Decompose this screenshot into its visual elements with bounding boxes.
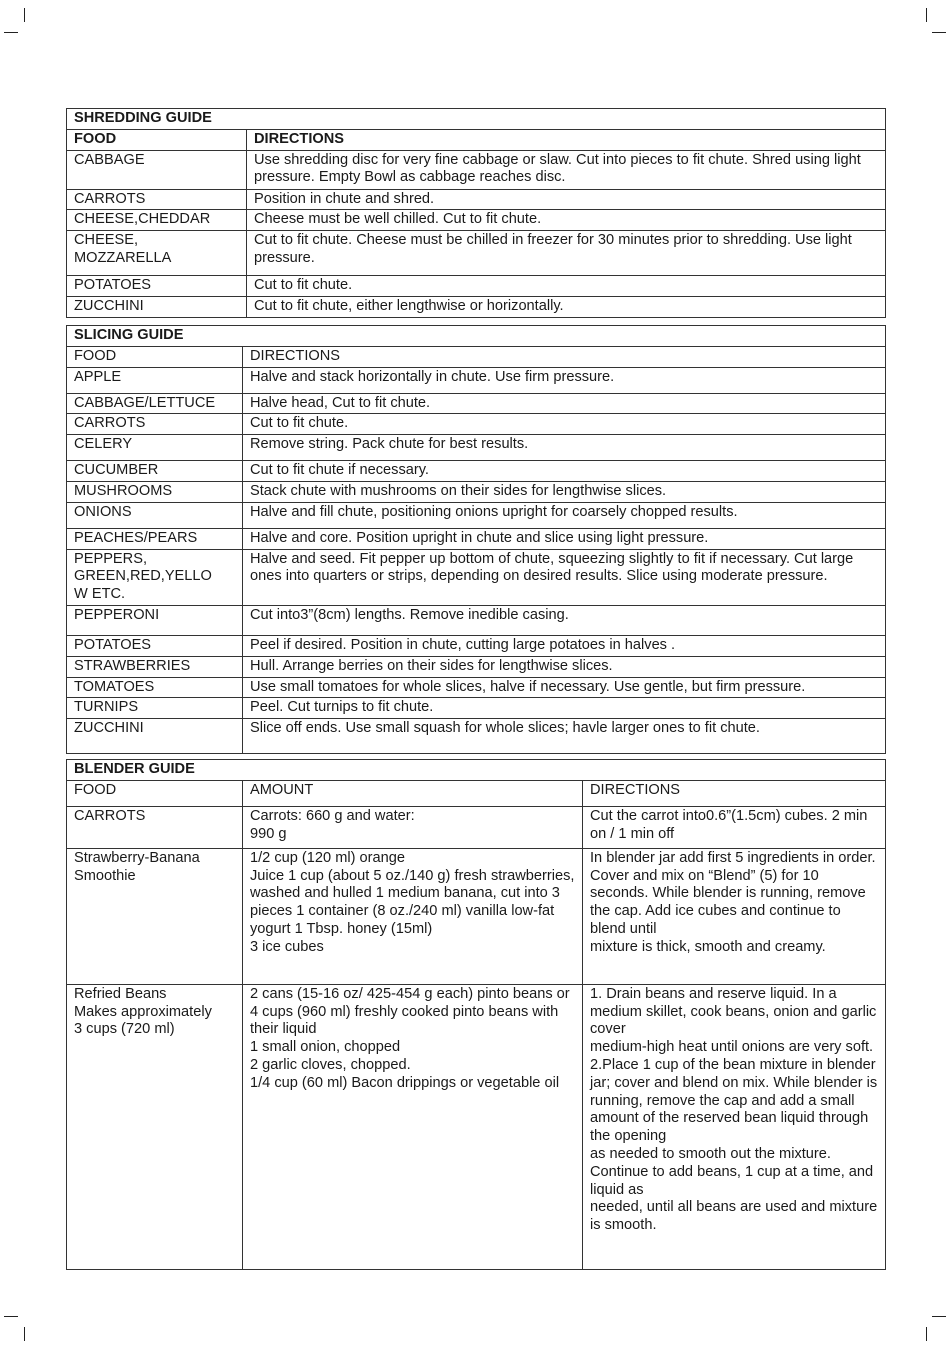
amount-cell: 1/2 cup (120 ml) orange Juice 1 cup (about 5 oz./140 g) fresh strawberries, washed and hulled 1 medium banana, cut into 3 pieces 1 container (8 oz./240 ml) vanilla low-fat yogurt 1 Tbsp. honey (15ml) 3 ice cubes bbox=[243, 848, 583, 984]
food-cell: PEACHES/PEARS bbox=[67, 528, 243, 549]
food-cell: CHEESE, MOZZARELLA bbox=[67, 231, 247, 276]
directions-cell: Remove string. Pack chute for best results. bbox=[243, 435, 886, 461]
directions-cell: Halve and seed. Fit pepper up bottom of chute, squeezing slightly to fit if necessary. Cut large ones into quarters or strips, depending on desired results. Slice using moderate pressure. bbox=[243, 549, 886, 605]
crop-mark bbox=[932, 32, 946, 33]
column-header-directions: DIRECTIONS bbox=[583, 780, 886, 806]
food-cell: CARROTS bbox=[67, 189, 247, 210]
column-header-food: FOOD bbox=[67, 346, 243, 367]
directions-cell: 1. Drain beans and reserve liquid. In a medium skillet, cook beans, onion and garlic cover medium-high heat until onions are very soft. 2.Place 1 cup of the bean mixture in blender jar; cover and blend on mix. While blender is running, remove the cap and add a small amount of the reserved bean liquid through the opening as needed to smooth out the mixture. Continue to add beans, 1 cup at a time, and liquid as needed, until all beans are used and mixture is smooth. bbox=[583, 984, 886, 1269]
food-cell: TURNIPS bbox=[67, 698, 243, 719]
directions-cell: Slice off ends. Use small squash for whole slices; havle larger ones to fit chute. bbox=[243, 719, 886, 754]
slicing-guide-table bbox=[66, 325, 886, 754]
food-cell: ZUCCHINI bbox=[67, 297, 247, 318]
food-cell: CELERY bbox=[67, 435, 243, 461]
directions-cell: Cheese must be well chilled. Cut to fit chute. bbox=[247, 210, 886, 231]
column-header-directions: DIRECTIONS bbox=[243, 346, 886, 367]
directions-cell: Peel. Cut turnips to fit chute. bbox=[243, 698, 886, 719]
directions-cell: Use small tomatoes for whole slices, halve if necessary. Use gentle, but firm pressure. bbox=[243, 677, 886, 698]
food-cell: POTATOES bbox=[67, 276, 247, 297]
directions-cell: Halve and fill chute, positioning onions upright for coarsely chopped results. bbox=[243, 502, 886, 528]
directions-cell: Cut into3”(8cm) lengths. Remove inedible casing. bbox=[243, 605, 886, 635]
food-cell: CARROTS bbox=[67, 414, 243, 435]
food-cell: CHEESE,CHEDDAR bbox=[67, 210, 247, 231]
crop-mark bbox=[24, 1327, 25, 1341]
directions-cell: Cut to fit chute. Cheese must be chilled in freezer for 30 minutes prior to shredding. Use light pressure. bbox=[247, 231, 886, 276]
directions-cell: Stack chute with mushrooms on their sides for lengthwise slices. bbox=[243, 481, 886, 502]
directions-cell: Use shredding disc for very fine cabbage or slaw. Cut into pieces to fit chute. Shred using light pressure. Empty Bowl as cabbage reaches disc. bbox=[247, 150, 886, 189]
food-cell: PEPPERONI bbox=[67, 605, 243, 635]
directions-cell: Halve and stack horizontally in chute. Use firm pressure. bbox=[243, 367, 886, 393]
food-cell: ONIONS bbox=[67, 502, 243, 528]
food-cell: ZUCCHINI bbox=[67, 719, 243, 754]
column-header-directions: DIRECTIONS bbox=[247, 129, 886, 150]
crop-mark bbox=[926, 8, 927, 22]
food-cell: PEPPERS, GREEN,RED,YELLO W ETC. bbox=[67, 549, 243, 605]
shredding-guide-title: SHREDDING GUIDE bbox=[67, 109, 886, 130]
food-cell: CABBAGE/LETTUCE bbox=[67, 393, 243, 414]
amount-cell: 2 cans (15-16 oz/ 425-454 g each) pinto beans or 4 cups (960 ml) freshly cooked pinto beans with their liquid 1 small onion, chopped 2 garlic cloves, chopped. 1/4 cup (60 ml) Bacon drippings or vegetable oil bbox=[243, 984, 583, 1269]
directions-cell: Cut the carrot into0.6”(1.5cm) cubes. 2 min on / 1 min off bbox=[583, 806, 886, 848]
crop-mark bbox=[4, 1316, 18, 1317]
directions-cell: Halve and core. Position upright in chute and slice using light pressure. bbox=[243, 528, 886, 549]
directions-cell: In blender jar add first 5 ingredients in order. Cover and mix on “Blend” (5) for 10 seconds. While blender is running, remove the cap. Add ice cubes and continue to blend until mixture is thick, smooth and creamy. bbox=[583, 848, 886, 984]
blender-guide-table bbox=[66, 759, 886, 1270]
column-header-amount: AMOUNT bbox=[243, 780, 583, 806]
directions-cell: Halve head, Cut to fit chute. bbox=[243, 393, 886, 414]
directions-cell: Peel if desired. Position in chute, cutting large potatoes in halves . bbox=[243, 635, 886, 656]
food-cell: Refried Beans Makes approximately 3 cups (720 ml) bbox=[67, 984, 243, 1269]
directions-cell: Cut to fit chute. bbox=[243, 414, 886, 435]
column-header-food: FOOD bbox=[67, 780, 243, 806]
amount-cell: Carrots: 660 g and water: 990 g bbox=[243, 806, 583, 848]
food-cell: Strawberry-Banana Smoothie bbox=[67, 848, 243, 984]
directions-cell: Cut to fit chute if necessary. bbox=[243, 461, 886, 482]
shredding-guide-table bbox=[66, 108, 886, 318]
crop-mark bbox=[4, 32, 18, 33]
directions-cell: Cut to fit chute. bbox=[247, 276, 886, 297]
directions-cell: Position in chute and shred. bbox=[247, 189, 886, 210]
directions-cell: Hull. Arrange berries on their sides for lengthwise slices. bbox=[243, 656, 886, 677]
crop-mark bbox=[24, 8, 25, 22]
column-header-food: FOOD bbox=[67, 129, 247, 150]
food-cell: CARROTS bbox=[67, 806, 243, 848]
food-cell: POTATOES bbox=[67, 635, 243, 656]
food-cell: STRAWBERRIES bbox=[67, 656, 243, 677]
food-cell: MUSHROOMS bbox=[67, 481, 243, 502]
blender-guide-title: BLENDER GUIDE bbox=[67, 760, 886, 781]
crop-mark bbox=[926, 1327, 927, 1341]
food-cell: CABBAGE bbox=[67, 150, 247, 189]
crop-mark bbox=[932, 1316, 946, 1317]
food-cell: TOMATOES bbox=[67, 677, 243, 698]
directions-cell: Cut to fit chute, either lengthwise or horizontally. bbox=[247, 297, 886, 318]
food-cell: APPLE bbox=[67, 367, 243, 393]
food-cell: CUCUMBER bbox=[67, 461, 243, 482]
slicing-guide-title: SLICING GUIDE bbox=[67, 326, 886, 347]
